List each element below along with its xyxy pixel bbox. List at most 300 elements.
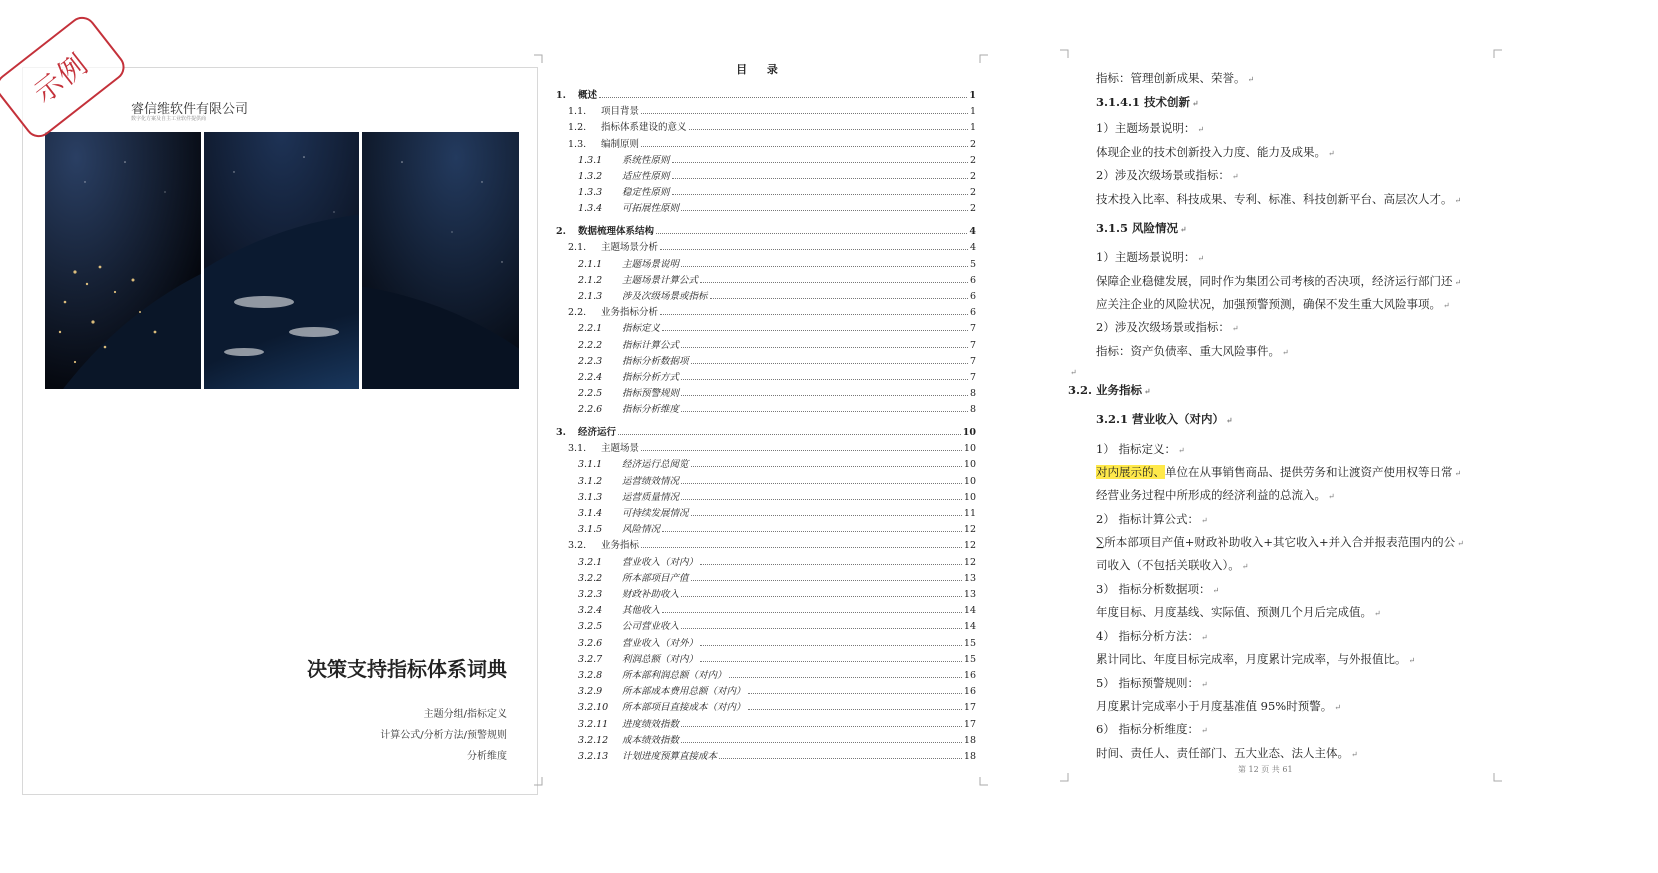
toc-entry-label: 主题场景说明 bbox=[622, 258, 680, 270]
toc-entry-number: 3.2.3 bbox=[578, 589, 603, 600]
section-heading bbox=[1096, 94, 1199, 110]
line-text: 6） 指标分析维度： bbox=[1096, 722, 1199, 736]
toc-entry-number: 1.3. bbox=[568, 138, 587, 150]
section-heading bbox=[1096, 411, 1233, 427]
toc-entry-label: 编制原则 bbox=[601, 138, 640, 150]
toc-entry-number: 3.2.13 bbox=[578, 751, 609, 762]
body-line bbox=[1096, 167, 1239, 183]
earth-night-image bbox=[45, 132, 519, 389]
toc-entry-page: 14 bbox=[963, 605, 976, 617]
body-line bbox=[1096, 120, 1204, 136]
toc-entry-number: 3.2.7 bbox=[578, 653, 603, 665]
toc-entry[interactable] bbox=[546, 649, 976, 665]
toc-entry-page: 12 bbox=[963, 540, 976, 552]
toc-entry[interactable] bbox=[546, 335, 976, 351]
page-footer: 第 12 页 共 61 bbox=[1238, 765, 1293, 774]
toc-entry-number: 1.2. bbox=[568, 122, 587, 134]
line-text: 单位在从事销售商品、提供劳务和让渡资产使用权等日常 bbox=[1165, 465, 1453, 479]
toc-entry[interactable] bbox=[546, 237, 976, 253]
cover-page bbox=[22, 46, 538, 795]
toc-leader-dots bbox=[660, 314, 968, 315]
hero-panel-right bbox=[362, 132, 519, 389]
corner-mark bbox=[974, 777, 988, 791]
toc-entry-number: 2. bbox=[556, 226, 566, 238]
toc-entry-number: 3.2.4 bbox=[578, 605, 603, 617]
toc-entry-number: 3.1. bbox=[568, 443, 587, 455]
toc-entry-label: 主题场景 bbox=[601, 443, 640, 455]
toc-entry[interactable] bbox=[546, 101, 976, 117]
paragraph-mark-icon: ↵ bbox=[1282, 348, 1289, 357]
toc-entry[interactable] bbox=[546, 182, 976, 198]
toc-entry-number: 3.2. bbox=[568, 540, 587, 552]
toc-entry-page: 7 bbox=[969, 371, 976, 383]
toc-leader-dots bbox=[681, 395, 968, 396]
toc-leader-dots bbox=[681, 210, 968, 211]
line-text: 保障企业稳健发展，同时作为集团公司考核的否决项，经济运行部门还 bbox=[1096, 274, 1453, 288]
toc-entry-page: 13 bbox=[963, 572, 976, 584]
toc-entry-label: 所本部利润总额（对内） bbox=[622, 670, 727, 681]
toc-entry[interactable] bbox=[546, 681, 976, 697]
hero-panel-left bbox=[45, 132, 201, 389]
toc-entry[interactable] bbox=[546, 616, 976, 632]
toc-entry-label: 所本部成本费用总额（对内） bbox=[622, 686, 746, 698]
toc-entry-number: 1.3.4 bbox=[578, 203, 603, 215]
toc-leader-dots bbox=[656, 233, 967, 234]
toc-entry-page: 8 bbox=[969, 388, 976, 400]
toc-leader-dots bbox=[641, 146, 968, 147]
toc-leader-dots bbox=[662, 612, 962, 613]
toc-entry-page: 18 bbox=[963, 751, 976, 762]
toc-leader-dots bbox=[681, 596, 962, 597]
toc-entry[interactable] bbox=[546, 383, 976, 399]
toc-entry-number: 1. bbox=[556, 90, 566, 101]
toc-title: 目 录 bbox=[736, 63, 786, 76]
toc-entry-page: 12 bbox=[963, 556, 976, 568]
sample-stamp: 示例 bbox=[0, 11, 130, 143]
line-text: 2）涉及次级场景或指标： bbox=[1096, 168, 1230, 182]
toc-entry-page: 2 bbox=[969, 154, 976, 166]
body-line bbox=[1096, 464, 1461, 480]
corner-mark bbox=[1488, 773, 1502, 787]
toc-leader-dots bbox=[689, 129, 968, 130]
toc-entry-page: 16 bbox=[963, 670, 976, 681]
toc-entry-page: 1 bbox=[969, 90, 976, 101]
toc-entry-page: 10 bbox=[963, 475, 976, 487]
line-text: 1）主题场景说明： bbox=[1096, 121, 1196, 135]
toc-entry[interactable] bbox=[546, 487, 976, 503]
body-line bbox=[1096, 249, 1204, 265]
toc-entry-page: 10 bbox=[963, 459, 976, 471]
toc-entry[interactable] bbox=[546, 665, 976, 681]
toc-entry-number: 2.2.4 bbox=[578, 371, 603, 383]
toc-leader-dots bbox=[710, 298, 968, 299]
toc-entry[interactable] bbox=[546, 714, 976, 730]
toc-leader-dots bbox=[662, 330, 968, 331]
toc-leader-dots bbox=[681, 742, 962, 743]
toc-entry-number: 3.2.6 bbox=[578, 637, 603, 649]
toc-entry-label: 系统性原则 bbox=[622, 154, 670, 166]
toc-leader-dots bbox=[641, 113, 968, 114]
toc-entry-number: 2.2.1 bbox=[578, 323, 603, 335]
toc-entry-number: 3.2.12 bbox=[578, 734, 609, 746]
toc-entry-page: 15 bbox=[963, 653, 976, 665]
toc-leader-dots bbox=[700, 661, 962, 662]
line-text: 2）涉及次级场景或指标： bbox=[1096, 320, 1230, 334]
toc-entry-number: 2.1.2 bbox=[578, 274, 603, 286]
toc-entry-label: 所本部项目直接成本（对内） bbox=[622, 702, 746, 714]
toc-entry-number: 3.2.2 bbox=[578, 572, 603, 584]
toc-entry-number: 2.2.3 bbox=[578, 355, 603, 367]
toc-entry-page: 16 bbox=[963, 686, 976, 698]
body-line bbox=[1096, 675, 1208, 691]
corner-mark bbox=[1060, 773, 1074, 787]
toc-entry[interactable] bbox=[546, 286, 976, 302]
toc-entry-label: 公司营业收入 bbox=[622, 621, 680, 633]
body-line bbox=[1096, 557, 1248, 573]
toc-entry[interactable] bbox=[546, 399, 976, 415]
toc-entry-label: 经济运行总阅览 bbox=[622, 459, 689, 471]
highlighted-text: 对内展示的、 bbox=[1096, 465, 1165, 479]
line-text: 3.1.5 风险情况 bbox=[1096, 221, 1179, 235]
toc-entry-label: 其他收入 bbox=[622, 605, 661, 617]
toc-entry[interactable] bbox=[546, 367, 976, 383]
line-text: 1） 指标定义： bbox=[1096, 442, 1176, 456]
toc-entry-number: 3.1.5 bbox=[578, 524, 603, 536]
toc-leader-dots bbox=[672, 194, 968, 195]
paragraph-mark-icon: ↵ bbox=[1200, 633, 1208, 642]
toc-entry-page: 2 bbox=[969, 187, 976, 199]
paragraph-mark-icon: ↵ bbox=[1231, 324, 1239, 333]
toc-entry-number: 3.1.1 bbox=[578, 459, 603, 471]
line-text: 月度累计完成率小于月度基准值 95%时预警。 bbox=[1096, 699, 1333, 713]
toc-leader-dots bbox=[681, 411, 968, 412]
line-text: 指标：管理创新成果、荣誉。 bbox=[1096, 71, 1246, 85]
body-line bbox=[1096, 273, 1461, 289]
toc-entry-page: 10 bbox=[962, 427, 976, 438]
toc-leader-dots bbox=[672, 162, 968, 163]
toc-entry-label: 涉及次级场景或指标 bbox=[622, 290, 708, 302]
paragraph-mark-icon: ↵ bbox=[1200, 516, 1208, 525]
toc-entry-label: 成本绩效指数 bbox=[622, 734, 680, 746]
toc-entry[interactable] bbox=[546, 302, 976, 318]
toc-entry-number: 3.2.8 bbox=[578, 670, 603, 681]
toc-entry-page: 15 bbox=[963, 637, 976, 649]
toc-leader-dots bbox=[748, 693, 962, 694]
toc-entry-label: 指标分析维度 bbox=[622, 404, 680, 416]
toc-entry-page: 8 bbox=[969, 404, 976, 416]
toc-entry-label: 指标分析方式 bbox=[622, 371, 680, 383]
toc-entry-number: 3.1.4 bbox=[578, 508, 603, 519]
toc-entry[interactable] bbox=[546, 422, 976, 438]
toc-entry-number: 1.3.3 bbox=[578, 187, 603, 199]
toc-leader-dots bbox=[662, 531, 962, 532]
line-text: 2） 指标计算公式： bbox=[1096, 512, 1199, 526]
toc-entry[interactable] bbox=[546, 503, 976, 519]
toc-entry[interactable] bbox=[546, 134, 976, 150]
toc-leader-dots bbox=[660, 249, 968, 250]
toc-entry-number: 2.1. bbox=[568, 242, 587, 254]
line-text: 3.2.1 营业收入（对内） bbox=[1096, 412, 1225, 426]
body-line bbox=[1096, 511, 1208, 527]
paragraph-mark-icon: ↵ bbox=[1454, 278, 1462, 287]
content-page bbox=[1060, 48, 1490, 783]
toc-entry-number: 3.2.11 bbox=[578, 718, 609, 730]
toc-entry[interactable] bbox=[546, 221, 976, 237]
line-text: 累计同比、年度目标完成率，月度累计完成率，与外报值比。 bbox=[1096, 652, 1407, 666]
paragraph-mark-icon: ↵ bbox=[1200, 680, 1208, 689]
line-text: 5） 指标预警规则： bbox=[1096, 676, 1199, 690]
paragraph-mark-icon: ↵ bbox=[1408, 656, 1416, 665]
line-text: 年度目标、月度基线、实际值、预测几个月后完成值。 bbox=[1096, 605, 1372, 619]
line-text: 应关注企业的风险状况，加强预警预测，确保不发生重大风险事项。 bbox=[1096, 297, 1441, 311]
toc-entry-label: 可持续发展情况 bbox=[622, 508, 689, 519]
paragraph-mark-icon: ↵ bbox=[1241, 562, 1249, 571]
line-text: 时间、责任人、责任部门、五大业态、法人主体。 bbox=[1096, 746, 1349, 760]
toc-entry-label: 利润总额（对内） bbox=[622, 653, 699, 665]
line-text: 经营业务过程中所形成的经济利益的总流入。 bbox=[1096, 488, 1326, 502]
toc-entry-page: 17 bbox=[963, 702, 976, 714]
toc-entry-page: 6 bbox=[969, 290, 976, 302]
toc-entry-page: 4 bbox=[969, 242, 976, 254]
toc-entry-label: 财政补助收入 bbox=[622, 589, 680, 600]
toc-entry[interactable] bbox=[546, 454, 976, 470]
toc-leader-dots bbox=[729, 677, 962, 678]
body-line bbox=[1096, 70, 1254, 86]
line-text: 1）主题场景说明： bbox=[1096, 250, 1196, 264]
paragraph-mark-icon: ↵ bbox=[1197, 254, 1205, 263]
toc-entry-label: 指标分析数据项 bbox=[622, 355, 689, 367]
toc-entry-label: 指标预警规则 bbox=[622, 388, 680, 400]
toc-entry-label: 数据梳理体系结构 bbox=[578, 226, 655, 238]
toc-entry[interactable] bbox=[546, 697, 976, 713]
toc-entry-page: 14 bbox=[963, 621, 976, 633]
toc-leader-dots bbox=[681, 379, 968, 380]
toc-entry-page: 18 bbox=[963, 734, 976, 746]
toc-leader-dots bbox=[691, 515, 962, 516]
toc-entry-label: 经济运行 bbox=[578, 427, 617, 438]
line-text: ∑所本部项目产值+财政补助收入+其它收入+并入合并报表范围内的公 bbox=[1096, 535, 1456, 549]
toc-entry[interactable] bbox=[546, 254, 976, 270]
toc-entry-page: 12 bbox=[963, 524, 976, 536]
toc-entry-page: 5 bbox=[969, 258, 976, 270]
toc-entry-page: 6 bbox=[969, 274, 976, 286]
body-line bbox=[1096, 487, 1335, 503]
toc-entry[interactable] bbox=[546, 166, 976, 182]
toc-entry[interactable] bbox=[546, 519, 976, 535]
toc-entry[interactable] bbox=[546, 351, 976, 367]
body-line bbox=[1096, 534, 1464, 550]
body-line bbox=[1096, 651, 1415, 667]
paragraph-mark-icon: ↵ bbox=[1180, 224, 1187, 234]
toc-entry-label: 运营绩效情况 bbox=[622, 475, 680, 487]
paragraph-mark-icon: ↵ bbox=[1328, 492, 1335, 501]
toc-entry-page: 2 bbox=[969, 203, 976, 215]
toc-page bbox=[546, 55, 976, 785]
toc-entry-number: 1.3.1 bbox=[578, 154, 603, 166]
toc-entry-number: 2.1.1 bbox=[578, 258, 603, 270]
toc-leader-dots bbox=[618, 434, 961, 435]
toc-leader-dots bbox=[691, 466, 962, 467]
toc-entry[interactable] bbox=[546, 198, 976, 214]
toc-entry-label: 主题场景分析 bbox=[601, 242, 659, 254]
paragraph-mark-icon: ↵ bbox=[1070, 368, 1077, 377]
toc-entry-number: 3.1.3 bbox=[578, 491, 603, 503]
section-heading bbox=[1096, 220, 1187, 236]
body-line bbox=[1096, 296, 1450, 312]
toc-entry-label: 可拓展性原则 bbox=[622, 203, 680, 215]
toc-entry-page: 11 bbox=[963, 508, 976, 519]
company-tagline: 数字化方案及自主工业软件提供商 bbox=[131, 116, 207, 122]
toc-entry-label: 指标计算公式 bbox=[622, 339, 680, 351]
paragraph-mark-icon: ↵ bbox=[1374, 609, 1381, 618]
toc-entry-page: 2 bbox=[969, 138, 976, 150]
toc-entry[interactable] bbox=[546, 318, 976, 334]
paragraph-mark-icon: ↵ bbox=[1351, 750, 1358, 759]
toc-leader-dots bbox=[641, 547, 962, 548]
toc-entry-label: 适应性原则 bbox=[622, 171, 670, 182]
toc-leader-dots bbox=[681, 628, 962, 629]
paragraph-mark-icon: ↵ bbox=[1454, 196, 1462, 205]
corner-mark bbox=[974, 49, 988, 63]
toc-leader-dots bbox=[681, 499, 962, 500]
toc-entry[interactable] bbox=[546, 117, 976, 133]
toc-leader-dots bbox=[719, 758, 962, 759]
toc-entry-number: 3. bbox=[556, 427, 566, 438]
body-line bbox=[1096, 441, 1185, 457]
paragraph-mark-icon: ↵ bbox=[1197, 125, 1205, 134]
toc-entry-page: 1 bbox=[969, 122, 976, 134]
line-text: 指标：资产负债率、重大风险事件。 bbox=[1096, 344, 1280, 358]
paragraph-mark-icon: ↵ bbox=[1457, 539, 1464, 548]
toc-entry-page: 7 bbox=[969, 339, 976, 351]
toc-entry-label: 项目背景 bbox=[601, 106, 640, 118]
paragraph-mark-icon: ↵ bbox=[1231, 172, 1239, 181]
toc-leader-dots bbox=[748, 709, 962, 710]
toc-entry-number: 2.2.6 bbox=[578, 404, 603, 416]
paragraph-mark-icon: ↵ bbox=[1454, 469, 1462, 478]
toc-entry[interactable] bbox=[546, 85, 976, 101]
toc-entry-page: 10 bbox=[963, 491, 976, 503]
paragraph-mark-icon: ↵ bbox=[1200, 726, 1208, 735]
toc-entry[interactable] bbox=[546, 730, 976, 746]
toc-entry-number: 3.2.9 bbox=[578, 686, 603, 698]
company-name: 睿信维软件有限公司 bbox=[131, 101, 249, 116]
toc-entry-number: 3.1.2 bbox=[578, 475, 603, 487]
toc-leader-dots bbox=[700, 645, 962, 646]
body-line bbox=[1096, 698, 1341, 714]
line-text: 3.1.4.1 技术创新 bbox=[1096, 95, 1191, 109]
toc-entry[interactable] bbox=[546, 535, 976, 551]
cover-tag-1: 主题分组/指标定义 bbox=[423, 709, 507, 720]
toc-entry[interactable] bbox=[546, 438, 976, 454]
body-line bbox=[1096, 721, 1208, 737]
line-text: 体现企业的技术创新投入力度、能力及成果。 bbox=[1096, 145, 1326, 159]
toc-entry-label: 稳定性原则 bbox=[622, 187, 670, 199]
toc-entry-number: 1.1. bbox=[568, 106, 587, 118]
section-heading bbox=[1068, 382, 1151, 398]
toc-entry-label: 业务指标分析 bbox=[601, 307, 659, 319]
toc-entry-number: 2.2.2 bbox=[578, 339, 603, 351]
toc-entry[interactable] bbox=[546, 150, 976, 166]
toc-entry-number: 3.2.10 bbox=[578, 702, 609, 714]
paragraph-mark-icon: ↵ bbox=[1443, 301, 1450, 310]
corner-mark bbox=[1060, 44, 1074, 58]
body-line bbox=[1096, 343, 1289, 359]
body-line bbox=[1096, 581, 1219, 597]
line-text: 司收入（不包括关联收入）。 bbox=[1096, 558, 1240, 572]
toc-entry-label: 业务指标 bbox=[601, 540, 640, 552]
cover-title: 决策支持指标体系词典 bbox=[307, 657, 507, 681]
toc-entry[interactable] bbox=[546, 746, 976, 762]
paragraph-mark-icon: ↵ bbox=[1177, 446, 1185, 455]
toc-leader-dots bbox=[691, 580, 962, 581]
paragraph-mark-icon: ↵ bbox=[1212, 586, 1220, 595]
body-line bbox=[1096, 628, 1208, 644]
hero-panel-middle bbox=[204, 132, 359, 389]
toc-entry-label: 运营质量情况 bbox=[622, 491, 680, 503]
toc-entry-label: 所本部项目产值 bbox=[622, 572, 689, 584]
line-text: 3.2. 业务指标 bbox=[1068, 383, 1143, 397]
paragraph-mark-icon: ↵ bbox=[1247, 75, 1255, 84]
line-text: 3） 指标分析数据项： bbox=[1096, 582, 1211, 596]
toc-entry-label: 主题场景计算公式 bbox=[622, 274, 699, 286]
line-text: 技术投入比率、科技成果、专利、标准、科技创新平台、高层次人才。 bbox=[1096, 192, 1453, 206]
toc-leader-dots bbox=[681, 347, 968, 348]
toc-entry[interactable] bbox=[546, 552, 976, 568]
toc-entry-label: 营业收入（对外） bbox=[622, 637, 699, 649]
toc-leader-dots bbox=[681, 266, 968, 267]
toc-leader-dots bbox=[700, 564, 962, 565]
toc-entry[interactable] bbox=[546, 568, 976, 584]
corner-mark bbox=[1488, 44, 1502, 58]
toc-entry-number: 2.2.5 bbox=[578, 388, 603, 400]
toc-entry-page: 17 bbox=[963, 718, 976, 730]
toc-entry-page: 4 bbox=[969, 226, 976, 238]
toc-entry[interactable] bbox=[546, 584, 976, 600]
toc-entry[interactable] bbox=[546, 600, 976, 616]
paragraph-mark-icon: ↵ bbox=[1192, 98, 1199, 108]
toc-entry-page: 2 bbox=[969, 171, 976, 182]
toc-entry[interactable] bbox=[546, 633, 976, 649]
body-line bbox=[1096, 191, 1461, 207]
toc-leader-dots bbox=[691, 363, 968, 364]
body-line bbox=[1096, 604, 1381, 620]
paragraph-mark-icon: ↵ bbox=[1144, 386, 1151, 396]
paragraph-mark-icon: ↵ bbox=[1226, 415, 1233, 425]
cover-tag-3: 分析维度 bbox=[467, 751, 507, 762]
toc-entry-number: 3.2.1 bbox=[578, 556, 603, 568]
body-line bbox=[1096, 144, 1335, 160]
body-line bbox=[1096, 319, 1239, 335]
toc-entry[interactable] bbox=[546, 471, 976, 487]
toc-leader-dots bbox=[681, 483, 962, 484]
toc-entry[interactable] bbox=[546, 270, 976, 286]
toc-entry-label: 指标定义 bbox=[622, 323, 661, 335]
paragraph-mark-icon: ↵ bbox=[1334, 703, 1341, 712]
toc-leader-dots bbox=[672, 178, 968, 179]
toc-entry-page: 7 bbox=[969, 355, 976, 367]
toc-entry-page: 7 bbox=[969, 323, 976, 335]
toc-entry-number: 2.2. bbox=[568, 307, 587, 319]
toc-entry-label: 指标体系建设的意义 bbox=[601, 122, 687, 134]
toc-entry-number: 1.3.2 bbox=[578, 171, 603, 182]
toc-entry-label: 计划进度预算直接成本 bbox=[622, 751, 718, 762]
toc-entry-page: 13 bbox=[963, 589, 976, 600]
toc-entry-number: 2.1.3 bbox=[578, 290, 603, 302]
toc-leader-dots bbox=[641, 450, 962, 451]
toc-leader-dots bbox=[700, 282, 968, 283]
line-text: 4） 指标分析方法： bbox=[1096, 629, 1199, 643]
